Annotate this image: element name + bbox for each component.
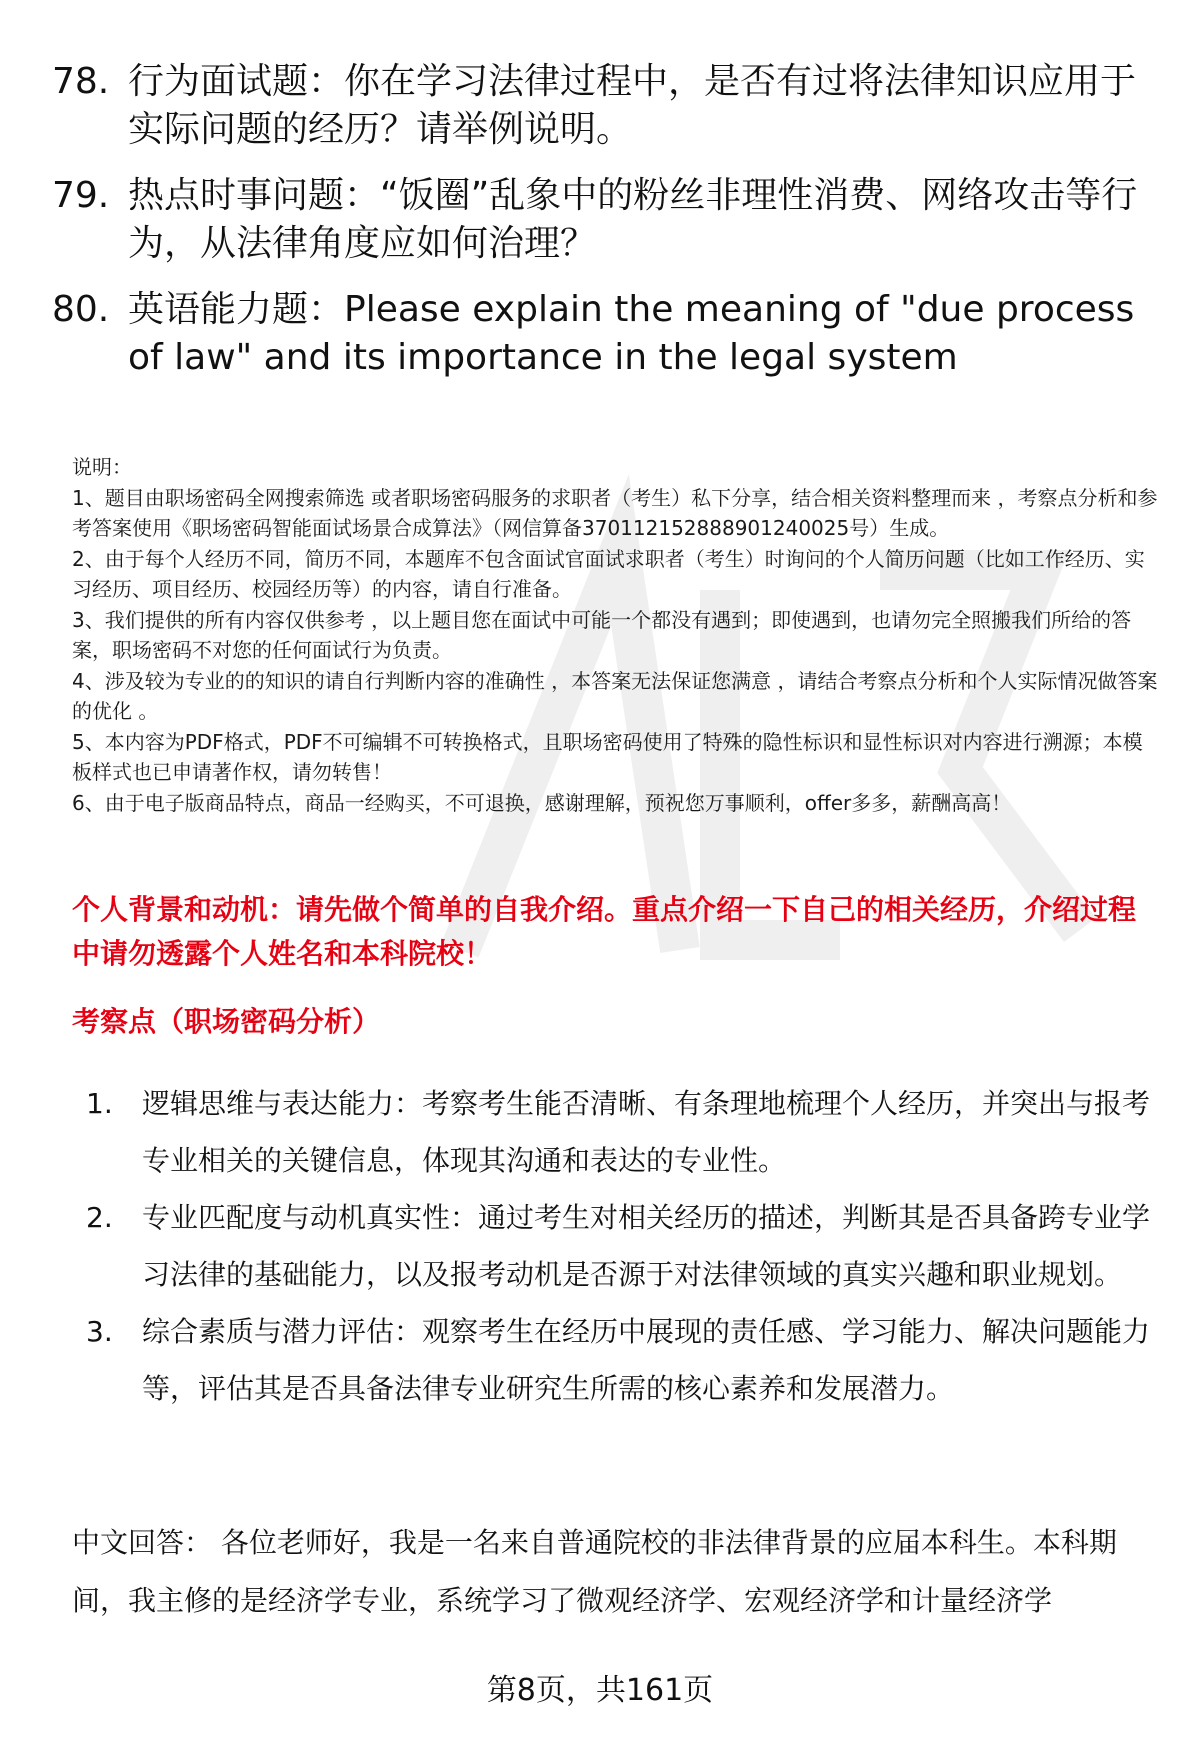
note-item: 5、本内容为PDF格式，PDF不可编辑不可转换格式，且职场密码使用了特殊的隐性标识和显性标识对内容进行溯源；本模板样式也已申请著作权，请勿转售！ [72, 729, 1143, 784]
question-number: 80. [52, 289, 110, 330]
question-text: 热点时事问题：“饭圈”乱象中的粉丝非理性消费、网络攻击等行为，从法律角度应如何治理？ [128, 175, 1138, 264]
point-number: 3. [86, 1315, 113, 1348]
assessment-list [72, 1075, 1162, 1417]
question-79 [52, 172, 1152, 268]
question-number: 79. [52, 175, 110, 216]
question-80 [52, 286, 1152, 382]
point-text: 综合素质与潜力评估：观察考生在经历中展现的责任感、学习能力、解决问题能力等，评估其是否具备法律专业研究生所需的核心素养和发展潜力。 [142, 1315, 1151, 1405]
point-text: 专业匹配度与动机真实性：通过考生对相关经历的描述，判断其是否具备跨专业学习法律的基础能力，以及报考动机是否源于对法律领域的真实兴趣和职业规划。 [142, 1201, 1151, 1291]
point-text: 逻辑思维与表达能力：考察考生能否清晰、有条理地梳理个人经历，并突出与报考专业相关的关键信息，体现其沟通和表达的专业性。 [142, 1087, 1151, 1177]
page-footer: 第8页，共161页 [486, 1673, 714, 1708]
question-text: 英语能力题：Please explain the meaning of "due process of law" and its importance in the legal system [128, 289, 1135, 378]
note-item: 3、我们提供的所有内容仅供参考 ，以上题目您在面试中可能一个都没有遇到；即使遇到，也请勿完全照搬我们所给的答案，职场密码不对您的任何面试行为负责。 [72, 607, 1132, 662]
answer-label: 中文回答： [72, 1526, 213, 1559]
disclaimer-notes [72, 452, 1162, 818]
section-question: 个人背景和动机：请先做个简单的自我介绍。重点介绍一下自己的相关经历，介绍过程中请勿透露个人姓名和本科院校！ [72, 893, 1137, 970]
assessment-heading: 考察点（职场密码分析） [72, 1005, 381, 1038]
assessment-point [72, 1189, 1162, 1303]
assessment-point [72, 1303, 1162, 1417]
notes-heading: 说明： [72, 455, 132, 479]
note-item: 6、由于电子版商品特点，商品一经购买，不可退换，感谢理解，预祝您万事顺利，offer多多，薪酬高高！ [72, 790, 1012, 815]
question-text: 行为面试题：你在学习法律过程中，是否有过将法律知识应用于实际问题的经历？请举例说明。 [128, 61, 1137, 150]
note-item: 1、题目由职场密码全网搜索筛选 或者职场密码服务的求职者（考生）私下分享，结合相关资料整理而来 ，考察点分析和参考答案使用《职场密码智能面试场景合成算法》（网信算备370112152888901240025号）生成。 [72, 485, 1158, 540]
question-78 [52, 58, 1152, 154]
answer-text: 各位老师好，我是一名来自普通院校的非法律背景的应届本科生。本科期间，我主修的是经济学专业，系统学习了微观经济学、宏观经济学和计量经济学 [72, 1526, 1117, 1617]
chinese-answer [72, 1514, 1162, 1630]
assessment-point [72, 1075, 1162, 1189]
point-number: 2. [86, 1201, 113, 1234]
note-item: 4、涉及较为专业的的知识的请自行判断内容的准确性 ，本答案无法保证您满意 ，请结合考察点分析和个人实际情况做答案的优化 。 [72, 668, 1158, 723]
question-number: 78. [52, 61, 110, 102]
point-number: 1. [86, 1087, 113, 1120]
note-item: 2、由于每个人经历不同，简历不同，本题库不包含面试官面试求职者（考生）时询问的个人简历问题（比如工作经历、实习经历、项目经历、校园经历等）的内容，请自行准备。 [72, 546, 1145, 601]
